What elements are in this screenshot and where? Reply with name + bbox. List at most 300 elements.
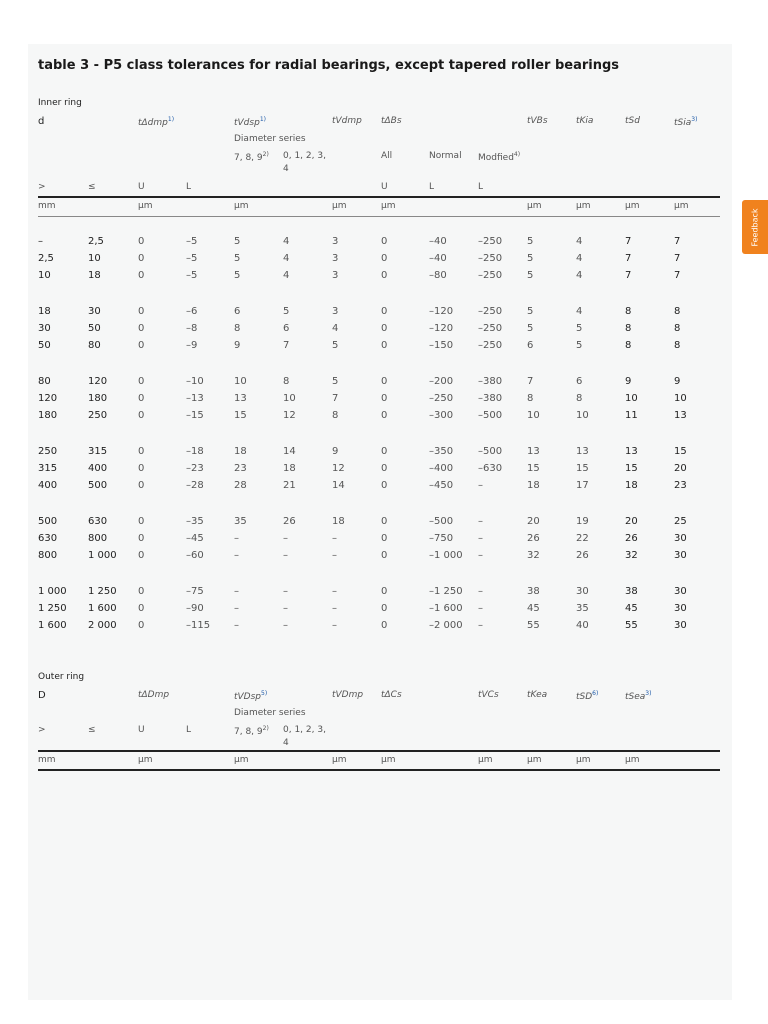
table-cell: 2,5 xyxy=(88,236,104,247)
table-cell: 1 600 xyxy=(38,620,67,631)
unit-cell: µm xyxy=(527,201,542,211)
unit-cell: µm xyxy=(478,755,493,765)
table-cell: 0 xyxy=(381,586,388,597)
table-cell: 3 xyxy=(332,270,339,281)
table-cell: –1 000 xyxy=(429,550,463,561)
table-cell: 4 xyxy=(283,270,290,281)
table-cell: 38 xyxy=(527,586,540,597)
outer-d-label: D xyxy=(38,690,46,701)
table-cell: 30 xyxy=(674,586,687,597)
feedback-tab[interactable] xyxy=(742,200,768,254)
table-cell: – xyxy=(234,533,239,544)
table-cell: 5 xyxy=(527,306,534,317)
table-cell: –150 xyxy=(429,340,454,351)
outer-lower-label: L xyxy=(186,725,192,735)
table-cell: 0 xyxy=(138,410,145,421)
table-cell: 5 xyxy=(332,340,339,351)
table-cell: –120 xyxy=(429,306,454,317)
table-cell: 15 xyxy=(625,463,638,474)
table-cell: –250 xyxy=(478,253,503,264)
table-cell: –400 xyxy=(429,463,454,474)
table-cell: –250 xyxy=(478,236,503,247)
table-cell: 0 xyxy=(381,446,388,457)
table-cell: 10 xyxy=(576,410,589,421)
table-cell: 17 xyxy=(576,480,589,491)
table-cell: 250 xyxy=(38,446,58,457)
table-cell: 0 xyxy=(138,270,145,281)
table-cell: –380 xyxy=(478,376,503,387)
table-cell: 0 xyxy=(138,620,145,631)
table-cell: –500 xyxy=(429,516,454,527)
table-cell: 23 xyxy=(234,463,247,474)
table-cell: 8 xyxy=(332,410,339,421)
table-cell: 0 xyxy=(138,603,145,614)
table-cell: –9 xyxy=(186,340,198,351)
table-cell: 8 xyxy=(576,393,583,404)
table-cell: –60 xyxy=(186,550,204,561)
inner-header-sd: tSd xyxy=(625,116,640,126)
table-cell: 30 xyxy=(674,603,687,614)
table-cell: 4 xyxy=(332,323,339,334)
table-cell: – xyxy=(234,620,239,631)
table-cell: –45 xyxy=(186,533,204,544)
unit-cell: µm xyxy=(234,201,249,211)
outer-header-sd: tSD$^{6)}$ xyxy=(576,690,599,702)
outer-series-b-1: 0, 1, 2, 3, xyxy=(283,725,326,735)
table-cell: – xyxy=(283,603,288,614)
table-cell: 4 xyxy=(283,253,290,264)
table-cell: –300 xyxy=(429,410,454,421)
table-cell: 0 xyxy=(138,253,145,264)
table-cell: 45 xyxy=(527,603,540,614)
table-cell: 13 xyxy=(576,446,589,457)
table-cell: 18 xyxy=(625,480,638,491)
table-cell: –80 xyxy=(429,270,447,281)
table-cell: –120 xyxy=(429,323,454,334)
table-cell: –75 xyxy=(186,586,204,597)
table-cell: 30 xyxy=(674,620,687,631)
inner-lower-label-3: L xyxy=(478,182,484,192)
inner-ring-label: Inner ring xyxy=(38,98,82,108)
outer-header-kea: tKea xyxy=(527,690,548,700)
unit-cell: µm xyxy=(138,201,153,211)
table-cell: –200 xyxy=(429,376,454,387)
table-cell: 5 xyxy=(234,236,241,247)
table-cell: 0 xyxy=(381,533,388,544)
table-cell: 4 xyxy=(283,236,290,247)
table-cell: –115 xyxy=(186,620,211,631)
table-row xyxy=(38,601,720,617)
table-cell: – xyxy=(332,550,337,561)
table-cell: 5 xyxy=(576,323,583,334)
table-cell: –6 xyxy=(186,306,198,317)
table-cell: 0 xyxy=(138,533,145,544)
table-cell: – xyxy=(478,533,483,544)
table-cell: 0 xyxy=(138,550,145,561)
outer-upper-label: U xyxy=(138,725,145,735)
table-cell: 15 xyxy=(674,446,687,457)
table-cell: 2,5 xyxy=(38,253,54,264)
inner-le-label: ≤ xyxy=(88,182,96,192)
table-cell: 5 xyxy=(283,306,290,317)
table-cell: 0 xyxy=(138,393,145,404)
table-cell: 30 xyxy=(674,550,687,561)
table-cell: 8 xyxy=(625,323,632,334)
table-cell: 7 xyxy=(674,270,681,281)
table-cell: 26 xyxy=(527,533,540,544)
table-cell: 10 xyxy=(283,393,296,404)
inner-header-sia: tSia$^{3)}$ xyxy=(674,116,698,128)
table-row xyxy=(38,478,720,494)
table-cell: 3 xyxy=(332,306,339,317)
table-cell: 4 xyxy=(576,236,583,247)
table-cell: 315 xyxy=(38,463,58,474)
unit-cell: mm xyxy=(38,755,56,765)
table-cell: 250 xyxy=(88,410,108,421)
table-cell: 10 xyxy=(88,253,101,264)
inner-units-row xyxy=(38,199,720,215)
table-cell: 32 xyxy=(527,550,540,561)
table-cell: 9 xyxy=(625,376,632,387)
table-cell: 18 xyxy=(234,446,247,457)
table-cell: – xyxy=(283,533,288,544)
table-cell: 2 000 xyxy=(88,620,117,631)
table-cell: 1 000 xyxy=(88,550,117,561)
table-row xyxy=(38,268,720,284)
table-row xyxy=(38,461,720,477)
table-cell: –250 xyxy=(478,340,503,351)
unit-cell: µm xyxy=(381,755,396,765)
table-cell: 400 xyxy=(38,480,58,491)
table-cell: 0 xyxy=(138,463,145,474)
table-cell: 315 xyxy=(88,446,108,457)
table-cell: 40 xyxy=(576,620,589,631)
table-cell: 0 xyxy=(138,306,145,317)
table-cell: 18 xyxy=(332,516,345,527)
table-cell: –1 250 xyxy=(429,586,463,597)
table-cell: 20 xyxy=(674,463,687,474)
table-cell: 500 xyxy=(88,480,108,491)
table-cell: – xyxy=(283,586,288,597)
table-row xyxy=(38,304,720,320)
inner-header-dbs: tΔBs xyxy=(381,116,402,126)
table-cell: –1 600 xyxy=(429,603,463,614)
table-cell: 5 xyxy=(234,270,241,281)
table-cell: –8 xyxy=(186,323,198,334)
table-cell: 7 xyxy=(283,340,290,351)
table-cell: –630 xyxy=(478,463,503,474)
table-cell: 5 xyxy=(527,253,534,264)
inner-diameter-series: Diameter series xyxy=(234,134,306,144)
table-cell: 8 xyxy=(674,340,681,351)
inner-units-rule xyxy=(38,216,720,217)
outer-header-rule xyxy=(38,750,720,752)
table-cell: 0 xyxy=(381,550,388,561)
table-cell: 0 xyxy=(381,410,388,421)
table-cell: 30 xyxy=(88,306,101,317)
table-cell: 7 xyxy=(625,253,632,264)
outer-diameter-series: Diameter series xyxy=(234,708,306,718)
table-cell: 7 xyxy=(674,253,681,264)
table-cell: – xyxy=(478,516,483,527)
table-cell: 400 xyxy=(88,463,108,474)
table-cell: 6 xyxy=(283,323,290,334)
table-cell: – xyxy=(283,620,288,631)
table-cell: – xyxy=(332,620,337,631)
table-cell: 80 xyxy=(38,376,51,387)
table-cell: 18 xyxy=(527,480,540,491)
table-cell: –500 xyxy=(478,410,503,421)
table-cell: 30 xyxy=(576,586,589,597)
table-cell: 35 xyxy=(576,603,589,614)
table-row xyxy=(38,618,720,634)
table-cell: 32 xyxy=(625,550,638,561)
table-cell: 7 xyxy=(625,270,632,281)
table-cell: –380 xyxy=(478,393,503,404)
table-cell: 3 xyxy=(332,236,339,247)
outer-header-vdsp: tVDsp$^{5)}$ xyxy=(234,690,268,702)
table-cell: 0 xyxy=(138,446,145,457)
table-cell: 10 xyxy=(527,410,540,421)
table-cell: 7 xyxy=(527,376,534,387)
table-row xyxy=(38,584,720,600)
table-cell: 21 xyxy=(283,480,296,491)
outer-header-dmp: tΔDmp xyxy=(138,690,170,700)
table-cell: –35 xyxy=(186,516,204,527)
table-cell: 11 xyxy=(625,410,638,421)
table-cell: 0 xyxy=(381,480,388,491)
table-cell: 0 xyxy=(138,516,145,527)
table-cell: –500 xyxy=(478,446,503,457)
table-cell: – xyxy=(283,550,288,561)
table-cell: 180 xyxy=(38,410,58,421)
table-cell: –10 xyxy=(186,376,204,387)
inner-gt-label: > xyxy=(38,182,46,192)
outer-header-vdmp: tVDmp xyxy=(332,690,364,700)
table-cell: 0 xyxy=(381,323,388,334)
table-cell: 0 xyxy=(138,323,145,334)
table-cell: 12 xyxy=(283,410,296,421)
unit-cell: µm xyxy=(625,201,640,211)
table-cell: 55 xyxy=(527,620,540,631)
inner-all-label: All xyxy=(381,151,393,161)
table-row xyxy=(38,391,720,407)
table-cell: 5 xyxy=(332,376,339,387)
unit-cell: mm xyxy=(38,201,56,211)
outer-le-label: ≤ xyxy=(88,725,96,735)
table-row xyxy=(38,548,720,564)
inner-header-rule xyxy=(38,196,720,198)
unit-cell: µm xyxy=(332,201,347,211)
table-cell: 630 xyxy=(38,533,58,544)
inner-header-kia: tKia xyxy=(576,116,594,126)
table-cell: –5 xyxy=(186,236,198,247)
table-row xyxy=(38,338,720,354)
outer-ring-label: Outer ring xyxy=(38,672,85,682)
table-cell: 10 xyxy=(625,393,638,404)
inner-series-b-1: 0, 1, 2, 3, xyxy=(283,151,326,161)
table-cell: 0 xyxy=(381,253,388,264)
table-cell: 45 xyxy=(625,603,638,614)
table-cell: 0 xyxy=(138,376,145,387)
table-cell: 0 xyxy=(381,270,388,281)
table-cell: –250 xyxy=(478,323,503,334)
table-cell: 0 xyxy=(381,236,388,247)
table-cell: 5 xyxy=(234,253,241,264)
table-cell: 15 xyxy=(576,463,589,474)
table-cell: 50 xyxy=(38,340,51,351)
unit-cell: µm xyxy=(576,201,591,211)
table-cell: 14 xyxy=(332,480,345,491)
table-cell: 38 xyxy=(625,586,638,597)
table-cell: –350 xyxy=(429,446,454,457)
table-cell: 28 xyxy=(234,480,247,491)
table-cell: 13 xyxy=(527,446,540,457)
table-cell: 30 xyxy=(674,533,687,544)
table-cell: 18 xyxy=(88,270,101,281)
inner-header-vbs: tVBs xyxy=(527,116,548,126)
table-cell: 10 xyxy=(674,393,687,404)
unit-cell: µm xyxy=(234,755,249,765)
table-cell: 5 xyxy=(527,236,534,247)
table-cell: 4 xyxy=(576,306,583,317)
table-cell: 8 xyxy=(674,323,681,334)
table-cell: 25 xyxy=(674,516,687,527)
table-cell: – xyxy=(332,533,337,544)
unit-cell: µm xyxy=(674,201,689,211)
table-cell: 12 xyxy=(332,463,345,474)
table-row xyxy=(38,514,720,530)
table-cell: 23 xyxy=(674,480,687,491)
table-cell: 26 xyxy=(625,533,638,544)
table-cell: 30 xyxy=(38,323,51,334)
table-cell: – xyxy=(332,586,337,597)
table-cell: –250 xyxy=(429,393,454,404)
table-row xyxy=(38,374,720,390)
table-cell: 0 xyxy=(381,306,388,317)
table-cell: 14 xyxy=(283,446,296,457)
table-cell: 9 xyxy=(234,340,241,351)
table-cell: 0 xyxy=(381,620,388,631)
inner-lower-label-2: L xyxy=(429,182,435,192)
table-cell: 1 250 xyxy=(38,603,67,614)
inner-upper-label: U xyxy=(138,182,145,192)
table-cell: 8 xyxy=(625,340,632,351)
table-cell: 10 xyxy=(38,270,51,281)
table-row xyxy=(38,408,720,424)
unit-cell: µm xyxy=(381,201,396,211)
table-cell: 26 xyxy=(283,516,296,527)
table-cell: – xyxy=(478,550,483,561)
table-cell: – xyxy=(234,586,239,597)
table-cell: 6 xyxy=(234,306,241,317)
inner-series-a: 7, 8, 9$^{2)}$ xyxy=(234,151,269,163)
table-cell: 8 xyxy=(674,306,681,317)
table-title: table 3 - P5 class tolerances for radial bearings, except tapered roller bearings xyxy=(38,58,620,73)
table-cell: –28 xyxy=(186,480,204,491)
table-row xyxy=(38,251,720,267)
table-cell: 5 xyxy=(527,323,534,334)
table-cell: 1 250 xyxy=(88,586,117,597)
outer-series-b-2: 4 xyxy=(283,738,289,748)
table-cell: 8 xyxy=(527,393,534,404)
table-cell: 0 xyxy=(381,393,388,404)
table-cell: –2 000 xyxy=(429,620,463,631)
table-cell: –40 xyxy=(429,236,447,247)
table-cell: 1 600 xyxy=(88,603,117,614)
table-cell: 0 xyxy=(381,340,388,351)
table-cell: –40 xyxy=(429,253,447,264)
table-cell: –250 xyxy=(478,306,503,317)
outer-header-vcs: tVCs xyxy=(478,690,499,700)
table-cell: – xyxy=(234,603,239,614)
outer-series-a: 7, 8, 9$^{2)}$ xyxy=(234,725,269,737)
table-cell: 0 xyxy=(381,376,388,387)
table-cell: 9 xyxy=(332,446,339,457)
table-cell: 4 xyxy=(576,253,583,264)
table-cell: 0 xyxy=(381,463,388,474)
table-cell: 35 xyxy=(234,516,247,527)
table-cell: 8 xyxy=(234,323,241,334)
table-cell: 6 xyxy=(576,376,583,387)
table-row xyxy=(38,444,720,460)
table-cell: –90 xyxy=(186,603,204,614)
table-cell: 180 xyxy=(88,393,108,404)
table-cell: 13 xyxy=(674,410,687,421)
table-cell: 800 xyxy=(88,533,108,544)
outer-header-dcs: tΔCs xyxy=(381,690,402,700)
table-cell: 18 xyxy=(283,463,296,474)
table-cell: 500 xyxy=(38,516,58,527)
outer-header-sea: tSea$^{3)}$ xyxy=(625,690,652,702)
table-cell: 13 xyxy=(234,393,247,404)
table-cell: – xyxy=(332,603,337,614)
table-cell: –13 xyxy=(186,393,204,404)
unit-cell: µm xyxy=(332,755,347,765)
table-cell: – xyxy=(38,236,43,247)
table-cell: 5 xyxy=(527,270,534,281)
outer-gt-label: > xyxy=(38,725,46,735)
inner-d-label: d xyxy=(38,116,45,127)
table-cell: – xyxy=(478,603,483,614)
table-cell: 8 xyxy=(625,306,632,317)
inner-header-dmp: tΔdmp$^{1)}$ xyxy=(138,116,175,128)
tolerance-document xyxy=(38,44,720,788)
table-cell: 80 xyxy=(88,340,101,351)
table-cell: 50 xyxy=(88,323,101,334)
table-cell: – xyxy=(478,586,483,597)
inner-modified-label: Modfied$^{4)}$ xyxy=(478,151,521,163)
table-cell: 0 xyxy=(381,603,388,614)
table-row xyxy=(38,234,720,250)
table-cell: 7 xyxy=(674,236,681,247)
table-cell: 4 xyxy=(576,270,583,281)
table-cell: 6 xyxy=(527,340,534,351)
table-cell: 13 xyxy=(625,446,638,457)
table-cell: 55 xyxy=(625,620,638,631)
table-cell: 120 xyxy=(88,376,108,387)
table-cell: –450 xyxy=(429,480,454,491)
feedback-label: Feedback xyxy=(750,207,760,247)
inner-normal-label: Normal xyxy=(429,151,462,161)
table-cell: –23 xyxy=(186,463,204,474)
table-cell: 19 xyxy=(576,516,589,527)
table-cell: 0 xyxy=(138,586,145,597)
table-cell: 15 xyxy=(527,463,540,474)
table-cell: 22 xyxy=(576,533,589,544)
table-cell: 800 xyxy=(38,550,58,561)
outer-units-rule xyxy=(38,769,720,771)
